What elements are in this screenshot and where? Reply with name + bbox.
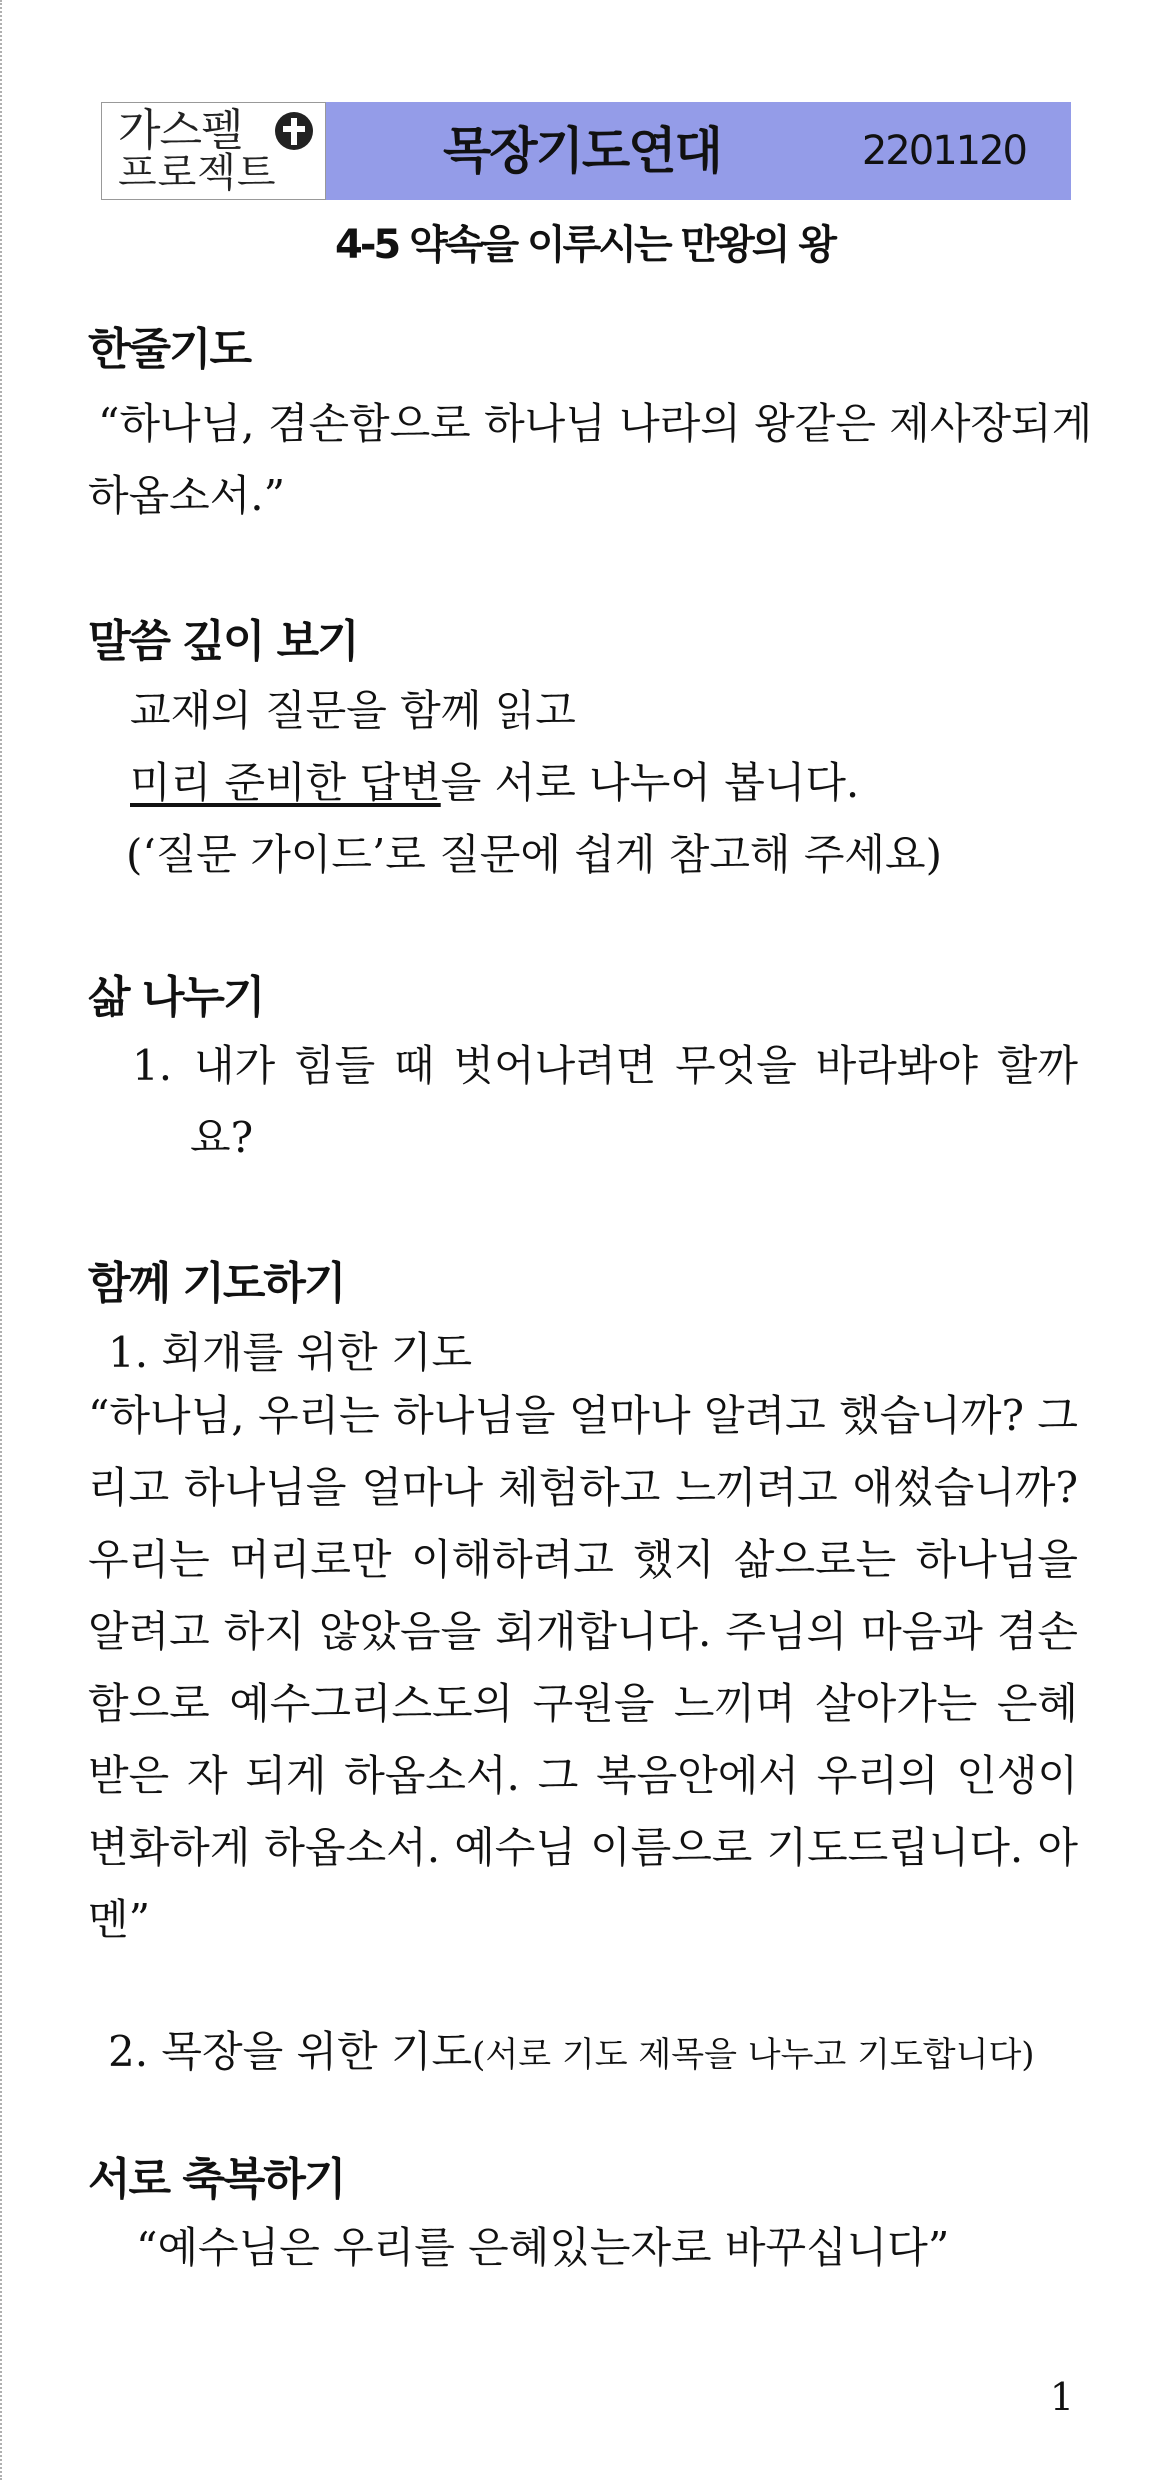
section-heading-pray-together: 함께 기도하기 <box>88 1258 345 1309</box>
life-sharing-item1-line2: 요? <box>190 1113 254 1162</box>
word-study-line1: 교재의 질문을 함께 읽고 <box>130 686 576 735</box>
page-edge-line <box>0 0 2 2480</box>
page-title: 목장기도연대 <box>443 122 721 180</box>
word-study-line2-rest: 을 서로 나누어 봅니다. <box>440 758 860 807</box>
pray-together-item2 <box>108 2024 1035 2083</box>
life-sharing-item-number: 1. <box>132 1041 173 1090</box>
title-banner <box>326 102 1071 200</box>
lesson-subtitle: 4-5 약속을 이루시는 만왕의 왕 <box>334 222 834 268</box>
logo-text-bottom: 프로젝트 <box>118 150 277 196</box>
repentance-prayer-text: “하나님, 우리는 하나님을 얼마나 알려고 했습니까? 그리고 하나님을 얼마나 체험하고 느끼려고 애썼습니까? 우리는 머리로만 이해하려고 했지 삶으로는 하나님을 알려고 하지 않았음을 회개합니다. 주님의 마음과 겸손함으로 예수그리스도의 구원을 느끼며 살아가는 은혜받은 자 되게 하옵소서. 그 복음안에서 우리의 인생이 변화하게 하옵소서. 예수님 이름으로 기도드립니다. 아멘” <box>88 1391 1078 1944</box>
page-number: 1 <box>1049 2375 1074 2419</box>
header-bar <box>101 102 1071 200</box>
word-study-line2 <box>130 755 859 811</box>
word-study-line3: (‘질문 가이드’로 질문에 쉽게 참고해 주세요) <box>126 830 942 879</box>
document-code: 2201120 <box>861 128 1026 174</box>
pray-together-item1-label: 1. 회개를 위한 기도 <box>108 1328 473 1377</box>
logo <box>101 102 326 200</box>
logo-text-top: 가스펠 <box>118 105 243 156</box>
blessing-line1: “예수님은 우리를 은혜있는자로 바꾸십니다” <box>136 2223 950 2272</box>
section-heading-word-study: 말씀 깊이 보기 <box>88 616 358 667</box>
one-line-prayer-line1: “하나님, 겸손함으로 하나님 나라의 왕같은 제사장되게 <box>98 399 1093 448</box>
section-heading-life-sharing: 삶 나누기 <box>88 972 264 1023</box>
cross-circle-icon <box>274 111 314 151</box>
word-study-underlined-text: 미리 준비한 답변 <box>130 758 441 807</box>
section-heading-blessing: 서로 축복하기 <box>88 2154 345 2205</box>
pray-together-item2-note: (서로 기도 제목을 나누고 기도합니다) <box>472 2035 1035 2075</box>
pray-together-item2-label: 2. 목장을 위한 기도 <box>108 2027 473 2076</box>
one-line-prayer-line2: 하옵소서.” <box>88 471 286 520</box>
life-sharing-item1-line1: 내가 힘들 때 벗어나려면 무엇을 바라봐야 할까 <box>194 1041 1078 1090</box>
section-heading-one-line-prayer: 한줄기도 <box>88 324 251 375</box>
